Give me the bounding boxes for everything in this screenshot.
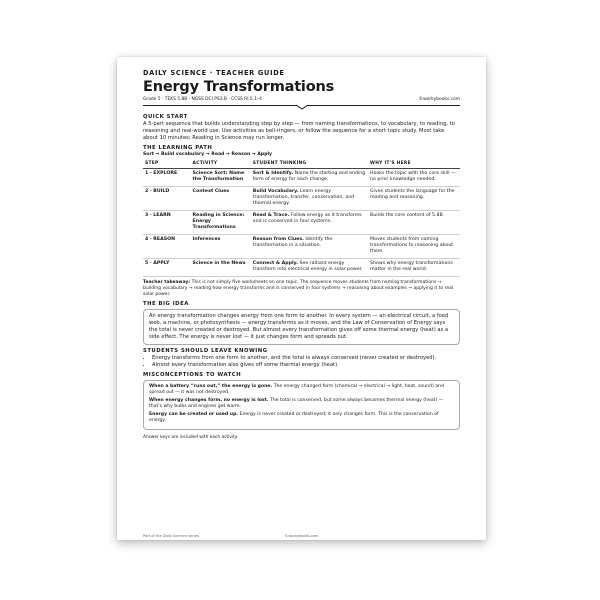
thinking-cell <box>251 259 368 277</box>
thinking-cell <box>251 187 368 211</box>
learning-path-heading: THE LEARNING PATH <box>143 145 213 152</box>
thinking-cell <box>251 235 368 259</box>
page-title: Energy Transformations <box>143 79 335 95</box>
divider-notch-icon <box>296 104 308 110</box>
why-cell: Hooks the topic with the core skill — no prior knowledge needed. <box>368 169 460 187</box>
learning-path-table <box>143 159 460 277</box>
column-header-step: STEP <box>143 159 191 169</box>
answer-key-note: Answer keys are included with each activity. <box>143 435 239 441</box>
activity-cell: Context Clues <box>191 187 251 211</box>
misconception-item <box>149 384 454 396</box>
big-idea-box: An energy transformation changes energy from one form to another. In every system — an electrical circuit, a food web, a machine, or photosynthesis — energy transforms as it moves, and the Law of Conservation of Energy says the total is never created or destroyed. But almost every transformation gives off some thermal energy (heat) as a side effect. The energy is never lost — it just changes form and spreads out. <box>143 309 460 345</box>
activity-cell: Inferences <box>191 235 251 259</box>
page-footer <box>143 534 460 538</box>
misconceptions-box <box>143 380 460 430</box>
list-item: • Energy transforms from one form to another, and the total is always conserved (never created or destroyed). <box>152 355 460 362</box>
thinking-text: Name the starting and ending form of energy for each change. <box>252 171 366 183</box>
column-header-thinking: STUDENT THINKING <box>251 159 368 169</box>
table-row <box>143 169 460 187</box>
series-kicker: DAILY SCIENCE · TEACHER GUIDE <box>143 69 285 77</box>
misconception-text: The energy changed form (chemical → electrical → light, heat, sound) and spread out — it was not destroyed. <box>149 384 444 396</box>
step-cell: 1 · EXPLORE <box>143 169 191 187</box>
thinking-lead: Read & Trace. <box>252 213 290 219</box>
learning-path-sequence: Sort → Build vocabulary → Read → Reason → Apply <box>143 152 273 158</box>
why-cell: Moves students from naming transformations to reasoning about them. <box>368 235 460 259</box>
big-idea-heading: THE BIG IDEA <box>143 301 189 308</box>
table-header-row <box>143 159 460 169</box>
header-divider <box>143 103 460 111</box>
leave-knowing-heading: STUDENTS SHOULD LEAVE KNOWING <box>143 348 268 355</box>
quick-start-heading: QUICK START <box>143 114 188 120</box>
misconception-lead: Energy can be created or used up. <box>149 412 239 418</box>
thinking-lead: Connect & Apply. <box>252 261 299 267</box>
table-row <box>143 259 460 277</box>
thinking-text: Identify the transformation in a situation. <box>252 237 333 249</box>
misconception-lead: When a battery “runs out,” the energy is gone. <box>149 384 273 390</box>
standards-line <box>143 97 460 102</box>
table-row <box>143 211 460 235</box>
misconception-text: Energy is never created or destroyed; it only changes form. This is the conservation of energy. <box>149 412 439 424</box>
worksheet-page <box>117 57 486 540</box>
takeaway-label: Teacher takeaway: <box>143 280 191 286</box>
standards-text: Grade 5 · TEKS 5.8B · NGSS DCI PS3.B · CCSS RI.5.1–4 <box>143 97 262 102</box>
misconception-text: The total is conserved, but some always becomes thermal energy (heat) — that's why bulbs and engines get warm. <box>149 398 444 410</box>
misconceptions-heading: MISCONCEPTIONS TO WATCH <box>143 372 242 379</box>
leave-knowing-list <box>143 355 460 369</box>
footer-series: Part of the Daily Science series <box>143 534 199 538</box>
site-credit: ©workybooks.com <box>418 97 460 102</box>
misconception-item <box>149 412 454 424</box>
step-cell: 2 · BUILD <box>143 187 191 211</box>
takeaway-text: This is not simply five worksheets on one topic. The sequence moves students from naming transformations → building vocabulary → reading how energy transforms and is conserved in four systems → reasoning about examples → applying it to real solar power. <box>143 280 454 298</box>
activity-cell: Science Sort: Name the Transformation <box>191 169 251 187</box>
table-row <box>143 235 460 259</box>
thinking-cell <box>251 211 368 235</box>
step-cell: 5 · APPLY <box>143 259 191 277</box>
thinking-lead: Build Vocabulary. <box>252 189 299 195</box>
thinking-text: Learn energy transformation, transfer, conservation, and thermal energy. <box>252 189 355 207</box>
misconception-item <box>149 398 454 410</box>
thinking-text: Follow energy as it transforms and is conserved in four systems. <box>252 213 362 225</box>
teacher-takeaway <box>143 280 460 298</box>
step-cell: 4 · REASON <box>143 235 191 259</box>
quick-start-text: A 5-part sequence that builds understanding step by step — from naming transformations, to vocabulary, to reading, to reasoning and real-world use. Use activities as bell-ringers, or follow the sequence for a short topic study. Most take about 10 minutes; Reading in Science may run longer. <box>143 121 455 142</box>
thinking-text: See radiant energy transform into electrical energy in solar power. <box>252 261 363 273</box>
column-header-activity: ACTIVITY <box>191 159 251 169</box>
why-cell: Shows why energy transformations matter in the real world. <box>368 259 460 277</box>
list-item: • Almost every transformation also gives off some thermal energy (heat). <box>152 362 460 369</box>
activity-cell: Science in the News <box>191 259 251 277</box>
why-cell: Builds the core content of 5.8B. <box>368 211 460 235</box>
footer-site: ©workybooks.com <box>284 534 319 538</box>
table-row <box>143 187 460 211</box>
thinking-cell <box>251 169 368 187</box>
why-cell: Gives students the language for the reading and reasoning. <box>368 187 460 211</box>
column-header-why: WHY IT'S HERE <box>368 159 460 169</box>
page-content <box>143 69 460 440</box>
thinking-lead: Reason from Clues. <box>252 237 304 243</box>
misconception-lead: When energy changes form, no energy is lost. <box>149 398 269 404</box>
activity-cell: Reading in Science: Energy Transformations <box>191 211 251 235</box>
step-cell: 3 · LEARN <box>143 211 191 235</box>
thinking-lead: Sort & Identify. <box>252 171 294 177</box>
